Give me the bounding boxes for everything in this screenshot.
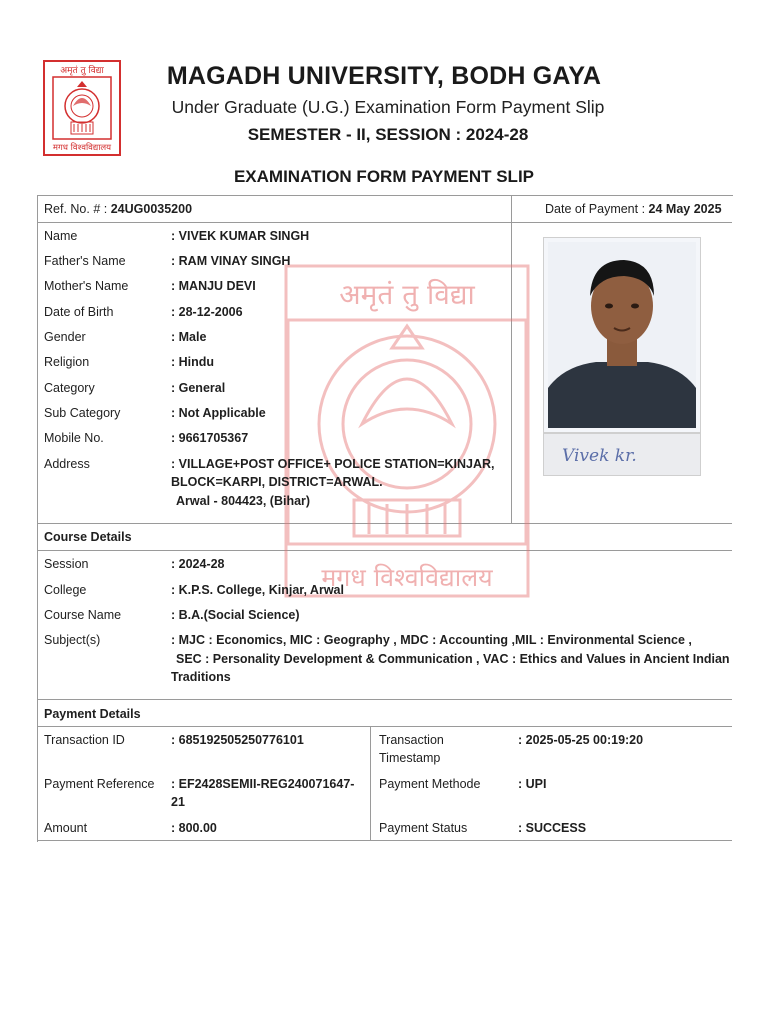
- amount-label: Amount: [44, 821, 88, 835]
- subjects-line-1: : MJC : Economics, MIC : Geography , MDC : Accounting ,MIL : Environmental Science ,: [171, 633, 692, 647]
- signature-text: Vivek kr.: [562, 446, 637, 466]
- slip-title: EXAMINATION FORM PAYMENT SLIP: [233, 167, 535, 186]
- subcategory-value: : Not Applicable: [171, 406, 266, 420]
- father-label: Father's Name: [44, 254, 126, 268]
- payment-details-heading: Payment Details: [44, 707, 141, 721]
- subcategory-label: Sub Category: [44, 406, 121, 420]
- candidate-signature: [543, 433, 701, 476]
- payment-date: [545, 200, 722, 218]
- category-label: Category: [44, 381, 95, 395]
- address-line-1: : VILLAGE+POST OFFICE+ POLICE STATION=KINJAR,: [171, 457, 495, 471]
- amount-value: : 800.00: [171, 821, 217, 835]
- gender-label: Gender: [44, 330, 86, 344]
- payment-ref-label: Payment Reference: [44, 777, 155, 791]
- address-label: Address: [44, 457, 90, 471]
- semester-session: SEMESTER - II, SESSION : 2024-28: [247, 125, 529, 144]
- payment-method-label: Payment Methode: [379, 777, 481, 791]
- category-value: : General: [171, 381, 226, 395]
- divider: [37, 840, 732, 841]
- mobile-value: : 9661705367: [171, 431, 249, 445]
- txn-timestamp-label-line-1: Transaction: [379, 733, 444, 747]
- signature-image: [544, 434, 700, 475]
- divider: [511, 195, 512, 523]
- address-line-3: Arwal - 804423, (Bihar): [176, 494, 311, 508]
- course-details-heading: Course Details: [44, 530, 132, 544]
- divider: [37, 699, 732, 700]
- payment-ref-line-2: 21: [171, 795, 185, 809]
- divider: [37, 523, 732, 524]
- mother-value: : MANJU DEVI: [171, 279, 256, 293]
- subjects-label: Subject(s): [44, 633, 101, 647]
- ref-value: 24UG0035200: [110, 202, 193, 216]
- address-line-2: BLOCK=KARPI, DISTRICT=ARWAL.: [171, 475, 383, 489]
- subjects-line-3: Traditions: [171, 670, 231, 684]
- candidate-photo: [543, 237, 701, 433]
- payment-ref-line-1: : EF2428SEMII-REG240071647-: [171, 777, 355, 791]
- divider: [37, 726, 732, 727]
- candidate-photo-image: [544, 238, 700, 432]
- date-value: 24 May 2025: [648, 202, 722, 216]
- divider: [37, 550, 732, 551]
- university-name: MAGADH UNIVERSITY, BODH GAYA: [166, 62, 602, 90]
- logo-name: मगध विश्वविद्यालय: [52, 143, 112, 153]
- watermark-motto: अमृतं तु विद्या: [339, 278, 475, 311]
- watermark-name: मगध विश्वविद्यालय: [321, 563, 493, 592]
- session-value: : 2024-28: [171, 557, 225, 571]
- divider: [370, 726, 371, 840]
- course-name-label: Course Name: [44, 608, 122, 622]
- payment-method-value: : UPI: [518, 777, 547, 791]
- college-label: College: [44, 583, 87, 597]
- payment-status-value: : SUCCESS: [518, 821, 587, 835]
- dob-value: : 28-12-2006: [171, 305, 243, 319]
- father-value: : RAM VINAY SINGH: [171, 254, 291, 268]
- date-label: Date of Payment :: [545, 202, 646, 216]
- slip-subtitle: Under Graduate (U.G.) Examination Form Payment Slip: [171, 97, 605, 117]
- txn-timestamp-value: : 2025-05-25 00:19:20: [518, 733, 644, 747]
- name-value: : VIVEK KUMAR SINGH: [171, 229, 310, 243]
- ref-label: Ref. No. # :: [44, 202, 108, 216]
- payment-status-label: Payment Status: [379, 821, 468, 835]
- logo-motto: अमृतं तु विद्या: [60, 66, 104, 76]
- college-value: : K.P.S. College, Kinjar, Arwal: [171, 583, 344, 597]
- txn-id-value: : 685192505250776101: [171, 733, 304, 747]
- header: [0, 0, 768, 160]
- session-label: Session: [44, 557, 89, 571]
- religion-label: Religion: [44, 355, 90, 369]
- subjects-line-2: SEC : Personality Development & Communication , VAC : Ethics and Values in Ancient Indian: [176, 652, 730, 666]
- mother-label: Mother's Name: [44, 279, 129, 293]
- dob-label: Date of Birth: [44, 305, 114, 319]
- name-label: Name: [44, 229, 78, 243]
- religion-value: : Hindu: [171, 355, 215, 369]
- mobile-label: Mobile No.: [44, 431, 104, 445]
- gender-value: : Male: [171, 330, 207, 344]
- divider: [37, 222, 732, 223]
- txn-id-label: Transaction ID: [44, 733, 125, 747]
- txn-timestamp-label-line-2: Timestamp: [379, 751, 441, 765]
- ref-number: [44, 200, 192, 218]
- course-name-value: : B.A.(Social Science): [171, 608, 300, 622]
